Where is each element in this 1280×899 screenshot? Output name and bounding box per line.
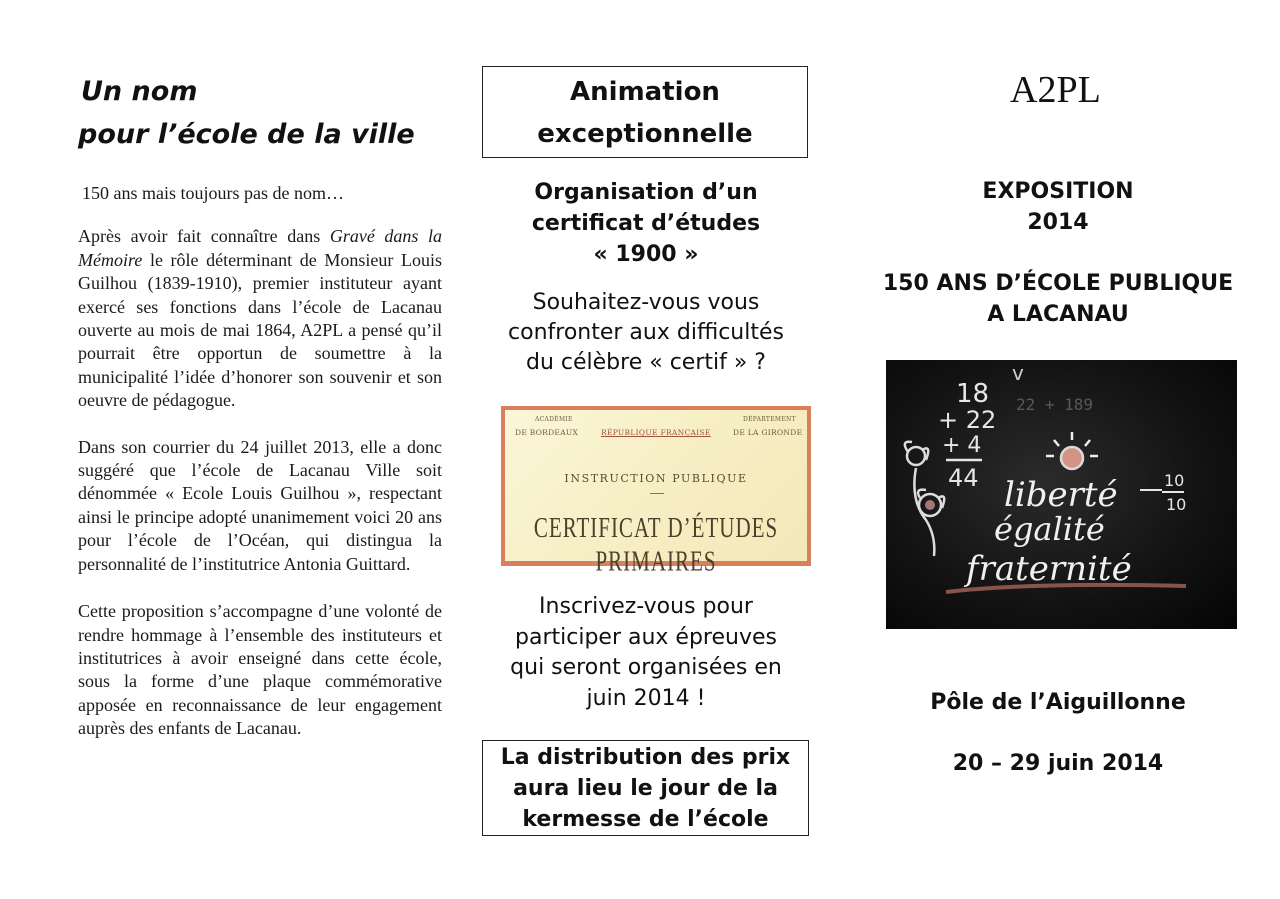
- certificate-heading-line-1: Organisation d’un: [534, 180, 758, 205]
- left-paragraph-1-after: le rôle déterminant de Monsieur Louis Guilhou (1839-1910), premier instituteur ayant exercé ses fonctions dans l’école de Lacanau ouverte au mois de mai 1864, A2PL a pensé qu’il pourrait être opportun de soumettre à la municipalité l’idée d’honorer son souvenir et son oeuvre de pédagogue.: [78, 249, 442, 411]
- prize-line-2: aura lieu le jour de la: [513, 776, 778, 801]
- signup-line-2: participer aux épreuves: [515, 624, 777, 650]
- animation-box-line-1: Animation: [570, 77, 720, 107]
- prize-box: [482, 740, 809, 836]
- exposition-heading: [880, 176, 1236, 238]
- blackboard-v-mark: v: [1012, 361, 1024, 385]
- left-body: [78, 182, 442, 741]
- left-paragraph-3: Cette proposition s’accompagne d’une volonté de rendre hommage à l’ensemble des instituteurs et institutrices à avoir enseigné dans cette école, sous la forme d’une plaque commémorative apposée en reconnaissance de leur engagement auprès des enfants de Lacanau.: [78, 601, 442, 739]
- fraction-numerator: 10: [1164, 471, 1185, 490]
- blackboard-number-4: 44: [948, 464, 979, 492]
- left-paragraph-1-before: Après avoir fait connaître dans: [78, 226, 330, 247]
- exposition-line-1: EXPOSITION: [982, 179, 1134, 204]
- signup-line-3: qui seront organisées en: [510, 655, 782, 680]
- anniversary-line-2: A LACANAU: [987, 302, 1129, 327]
- signup-line-4: juin 2014 !: [586, 685, 706, 711]
- question-line-3: du célèbre « certif » ?: [526, 350, 766, 375]
- cert-instruction: INSTRUCTION PUBLIQUE: [564, 472, 748, 485]
- blackboard-drawing: [886, 360, 1237, 629]
- certificate-image: [501, 406, 811, 578]
- motto-fraternite: fraternité: [966, 549, 1132, 589]
- anniversary-line-1: 150 ANS D’ÉCOLE PUBLIQUE: [882, 271, 1234, 296]
- venue: Pôle de l’Aiguillonne: [930, 690, 1186, 715]
- left-title: [78, 70, 442, 156]
- blackboard-number-2: + 22: [938, 406, 997, 434]
- left-column: [78, 70, 442, 741]
- question-line-2: confronter aux difficultés: [508, 320, 784, 345]
- animation-box-line-2: exceptionnelle: [537, 119, 753, 149]
- fraction-denominator: 10: [1166, 495, 1187, 514]
- left-paragraph-1: [78, 225, 442, 412]
- motto-liberte: liberté: [1004, 475, 1118, 515]
- brand-logo: A2PL: [1010, 69, 1101, 111]
- cert-republique: RÉPUBLIQUE FRANÇAISE: [601, 428, 711, 437]
- signup-text: [482, 592, 810, 714]
- signup-line-1: Inscrivez-vous pour: [539, 594, 753, 619]
- motto-egalite: égalité: [994, 510, 1105, 548]
- sun-drawing: [1046, 432, 1098, 469]
- blackboard-number-1: 18: [956, 379, 990, 409]
- certificate-heading-line-2: certificat d’études: [531, 211, 761, 236]
- animation-box: [482, 66, 808, 158]
- book-title: Gravé dans la Mémoire: [78, 226, 442, 270]
- blackboard-image: [886, 360, 1237, 629]
- exposition-line-2: 2014: [1027, 210, 1089, 235]
- prize-line-1: La distribution des prix: [500, 745, 791, 770]
- certificate-question: [482, 288, 810, 378]
- question-line-1: Souhaitez-vous vous: [532, 290, 760, 315]
- cert-departement-label: DÉPARTEMENT: [743, 416, 796, 423]
- middle-column: [482, 66, 810, 378]
- blackboard-number-3: + 4: [942, 433, 982, 458]
- anniversary-heading: [870, 268, 1246, 330]
- cert-title: CERTIFICAT D’ÉTUDES PRIMAIRES: [533, 511, 779, 578]
- event-dates: 20 – 29 juin 2014: [952, 751, 1164, 776]
- left-intro: 150 ans mais toujours pas de nom…: [82, 183, 344, 203]
- left-title-line-2: pour l’école de la ville: [78, 119, 415, 150]
- cert-academie-label: ACADÉMIE: [535, 416, 573, 423]
- left-paragraph-2: Dans son courrier du 24 juillet 2013, elle a donc suggéré que l’école de Lacanau Ville soit dénommée « Ecole Louis Guilhou », respectant ainsi le principe adopté unanimement voici 20 ans pour l’école de l’Océan, qui distingua la personnalité de l’institutrice Antonia Guittard.: [78, 436, 442, 574]
- prize-line-3: kermesse de l’école: [522, 807, 769, 832]
- flower-drawing: [905, 442, 944, 556]
- blackboard-faint-text: 22 + 189: [1016, 395, 1094, 414]
- certificate-heading: [482, 177, 810, 270]
- cert-divider: [650, 493, 664, 494]
- certificate-heading-line-3: « 1900 »: [593, 242, 699, 267]
- left-title-line-1: Un nom: [81, 76, 198, 107]
- cert-academie-value: DE BORDEAUX: [515, 428, 579, 437]
- cert-departement-value: DE LA GIRONDE: [733, 428, 803, 437]
- flower-pink-dot: [925, 500, 935, 510]
